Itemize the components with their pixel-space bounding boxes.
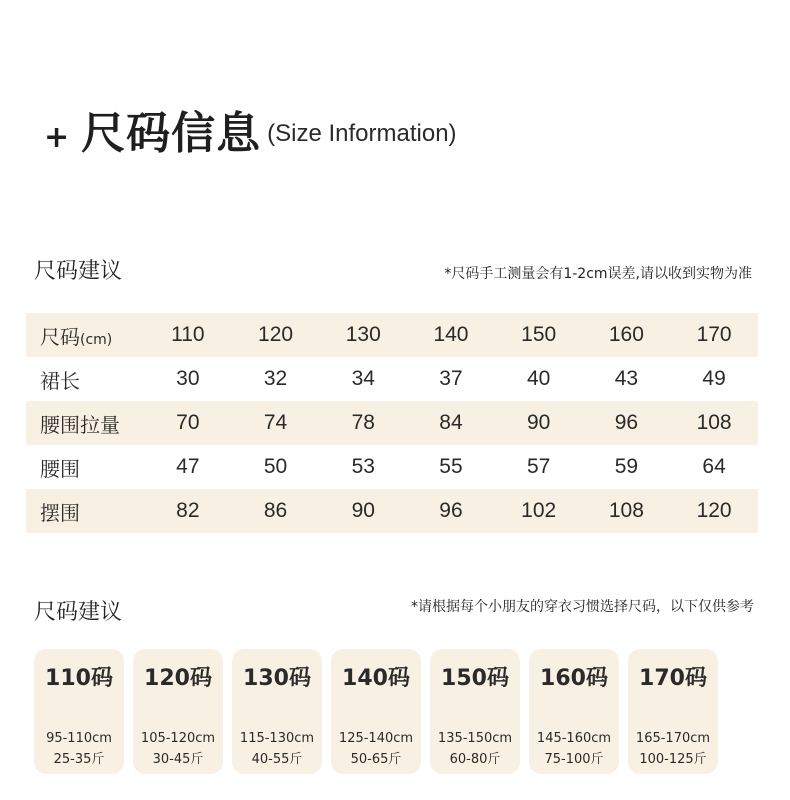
table-cell: 70 bbox=[144, 401, 232, 445]
table-cell: 49 bbox=[702, 367, 726, 390]
size-card bbox=[34, 649, 124, 774]
table-cell: 96 bbox=[583, 401, 671, 445]
size-card bbox=[529, 649, 619, 774]
size-card bbox=[331, 649, 421, 774]
size-card bbox=[133, 649, 223, 774]
table-cell: 120 bbox=[670, 489, 758, 533]
size-card bbox=[232, 649, 322, 774]
recommendation-cards bbox=[34, 649, 718, 774]
row-label: 腰围 bbox=[40, 456, 80, 481]
table-cell: 82 bbox=[144, 489, 232, 533]
table-row-waist bbox=[26, 445, 758, 489]
recommendation-note: *请根据每个小朋友的穿衣习惯选择尺码，以下仅供参考 bbox=[411, 599, 754, 615]
table-cell: 84 bbox=[407, 401, 495, 445]
table-cell: 47 bbox=[176, 455, 200, 478]
size-header-cell: 140 bbox=[407, 313, 495, 357]
table-header-row bbox=[26, 313, 758, 357]
page-title: 尺码信息 bbox=[81, 108, 262, 159]
card-weight-range: 100-125斤 bbox=[639, 752, 707, 767]
table-cell: 59 bbox=[614, 455, 639, 478]
table-cell: 90 bbox=[495, 401, 583, 445]
table-cell: 55 bbox=[439, 455, 463, 478]
card-size-label: 120码 bbox=[144, 666, 212, 691]
table-cell: 32 bbox=[263, 367, 288, 390]
table-cell: 78 bbox=[319, 401, 407, 445]
card-height-range: 135-150cm bbox=[437, 731, 513, 746]
plus-icon: + bbox=[44, 120, 70, 155]
table-cell: 108 bbox=[670, 401, 758, 445]
table-cell: 53 bbox=[351, 455, 375, 478]
section-title-recommendation: 尺码建议 bbox=[34, 600, 123, 625]
size-card bbox=[628, 649, 718, 774]
table-cell: 86 bbox=[232, 489, 320, 533]
table-cell: 30 bbox=[176, 367, 200, 390]
card-size-label: 140码 bbox=[342, 666, 410, 691]
card-weight-range: 30-45斤 bbox=[152, 752, 204, 767]
table-row-hem bbox=[26, 489, 758, 533]
size-header-cell: 170 bbox=[670, 313, 758, 357]
card-weight-range: 60-80斤 bbox=[449, 752, 501, 767]
size-card bbox=[430, 649, 520, 774]
table-row-skirt-length bbox=[26, 357, 758, 401]
table-cell: 57 bbox=[526, 455, 551, 478]
card-weight-range: 75-100斤 bbox=[544, 752, 604, 767]
header-unit: (cm) bbox=[80, 331, 113, 348]
row-label: 腰围拉量 bbox=[26, 401, 144, 445]
card-height-range: 125-140cm bbox=[338, 731, 414, 746]
row-label: 摆围 bbox=[26, 489, 144, 533]
table-cell: 108 bbox=[583, 489, 671, 533]
table-cell: 64 bbox=[702, 455, 726, 478]
card-weight-range: 50-65斤 bbox=[350, 752, 402, 767]
page-subtitle: (Size Information) bbox=[267, 120, 457, 147]
card-height-range: 105-120cm bbox=[140, 731, 216, 746]
table-cell: 34 bbox=[351, 367, 375, 390]
card-size-label: 160码 bbox=[540, 666, 608, 691]
page-header bbox=[44, 104, 457, 164]
table-cell: 90 bbox=[319, 489, 407, 533]
size-chart-table bbox=[26, 313, 758, 533]
size-header-cell: 160 bbox=[583, 313, 671, 357]
card-height-range: 95-110cm bbox=[46, 731, 112, 746]
card-size-label: 170码 bbox=[639, 666, 707, 691]
size-header-cell: 120 bbox=[232, 313, 320, 357]
size-header-cell: 150 bbox=[495, 313, 583, 357]
card-height-range: 165-170cm bbox=[635, 731, 711, 746]
card-size-label: 110码 bbox=[45, 666, 113, 691]
table-cell: 102 bbox=[495, 489, 583, 533]
card-height-range: 115-130cm bbox=[239, 731, 315, 746]
card-weight-range: 40-55斤 bbox=[251, 752, 303, 767]
card-height-range: 145-160cm bbox=[536, 731, 612, 746]
table-row-waist-stretch bbox=[26, 401, 758, 445]
header-label-cell bbox=[26, 313, 144, 357]
card-weight-range: 25-35斤 bbox=[53, 752, 105, 767]
size-header-cell: 110 bbox=[144, 313, 232, 357]
measurement-note: *尺码手工测量会有1-2cm误差,请以收到实物为准 bbox=[444, 266, 752, 282]
table-cell: 96 bbox=[407, 489, 495, 533]
section-title-size-chart: 尺码建议 bbox=[34, 259, 123, 284]
size-header-cell: 130 bbox=[319, 313, 407, 357]
table-cell: 74 bbox=[232, 401, 320, 445]
table-cell: 43 bbox=[614, 367, 639, 390]
card-size-label: 150码 bbox=[441, 666, 509, 691]
table-cell: 50 bbox=[263, 455, 288, 478]
row-label: 裙长 bbox=[40, 368, 80, 393]
header-label: 尺码 bbox=[40, 324, 80, 349]
card-size-label: 130码 bbox=[243, 666, 311, 691]
table-cell: 40 bbox=[526, 367, 551, 390]
table-cell: 37 bbox=[439, 367, 463, 390]
